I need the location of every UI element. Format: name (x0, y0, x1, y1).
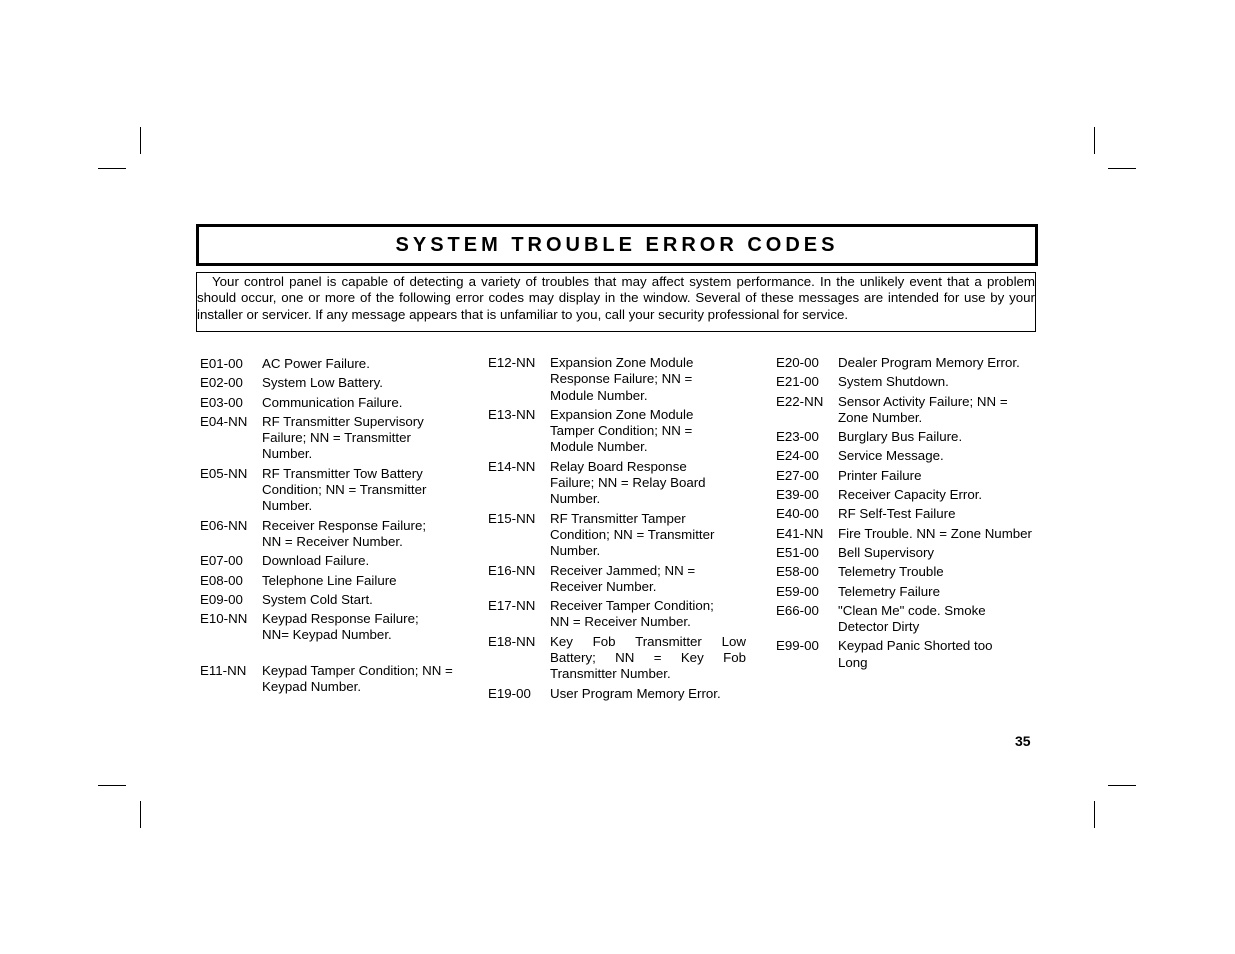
error-description: Receiver Capacity Error. (838, 487, 983, 503)
error-code: E39-00 (776, 487, 819, 503)
error-description: User Program Memory Error. (550, 685, 721, 701)
error-code-entry (200, 573, 460, 589)
error-code-entry (488, 355, 748, 404)
crop-mark-top-left-vertical (140, 127, 141, 154)
error-code: E03-00 (200, 394, 243, 410)
error-code-entry (200, 518, 460, 551)
error-code: E02-00 (200, 375, 243, 391)
error-code-entry (200, 553, 460, 569)
error-code: E11-NN (200, 662, 247, 678)
crop-mark-top-right-horizontal (1108, 168, 1136, 169)
error-code-entry (776, 506, 1038, 522)
error-description: Download Failure. (262, 553, 370, 569)
error-description: Telephone Line Failure (262, 572, 397, 588)
error-description: "Clean Me" code. Smoke Detector Dirty (838, 602, 986, 635)
error-code: E99-00 (776, 638, 819, 654)
title-box (196, 224, 1038, 266)
error-description: Bell Supervisory (838, 544, 935, 560)
intro-paragraph: Your control panel is capable of detecting a variety of troubles that may affect system performance. In the unlikely event that a problem should occur, one or more of the following error codes may display in the window. Several of these messages are intended for use by your installer or servicer. If any message appears that is unfamiliar to you, call your security professional for service. (197, 274, 1035, 322)
error-code-entry (200, 663, 460, 696)
error-code-entry (776, 526, 1038, 542)
error-code-entry (488, 598, 748, 631)
error-code: E10-NN (200, 611, 248, 627)
error-description: Telemetry Failure (838, 583, 940, 599)
error-code: E17-NN (488, 598, 536, 614)
error-code-entry (776, 429, 1038, 445)
error-code: E27-00 (776, 467, 819, 483)
error-code: E09-00 (200, 591, 243, 607)
error-code-entry (776, 374, 1038, 390)
error-code: E05-NN (200, 465, 248, 481)
error-description: Receiver Tamper Condition; NN = Receiver Number. (550, 598, 714, 630)
error-code-entry (200, 611, 460, 644)
error-code: E16-NN (488, 562, 536, 578)
crop-mark-top-right-vertical (1094, 127, 1095, 154)
error-description: Sensor Activity Failure; NN = Zone Number. (838, 393, 1008, 425)
error-description: Expansion Zone Module Tamper Condition; NN = Module Number. (550, 406, 694, 455)
error-description: Communication Failure. (262, 394, 403, 410)
error-description: Keypad Tamper Condition; NN = Keypad Number. (262, 662, 453, 695)
error-code-entry (488, 634, 748, 683)
error-description: RF Transmitter Tow Battery Condition; NN = Transmitter Number. (262, 465, 427, 514)
page-number: 35 (1015, 733, 1031, 749)
error-description: Relay Board Response Failure; NN = Relay Board Number. (550, 458, 706, 507)
error-code-entry (488, 511, 748, 560)
crop-mark-bottom-right-horizontal (1108, 785, 1136, 786)
error-code-entry (776, 487, 1038, 503)
error-description: Printer Failure (838, 467, 922, 483)
page-title: SYSTEM TROUBLE ERROR CODES (395, 233, 839, 256)
error-code-entry (200, 466, 460, 515)
error-code-entry (776, 394, 1038, 427)
error-code: E13-NN (488, 406, 536, 422)
error-code: E41-NN (776, 525, 824, 541)
error-description: Key Fob Transmitter Low Battery; NN = Key Fob Transmitter Number. (550, 633, 746, 682)
error-description: Dealer Program Memory Error. (838, 355, 1020, 370)
error-code: E40-00 (776, 506, 819, 522)
error-code-entry (776, 564, 1038, 580)
crop-mark-top-left-horizontal (98, 168, 126, 169)
error-code: E24-00 (776, 448, 819, 464)
error-code: E01-00 (200, 356, 243, 371)
error-code: E14-NN (488, 458, 536, 474)
error-description: Service Message. (838, 448, 944, 464)
crop-mark-bottom-right-vertical (1094, 801, 1095, 828)
error-code: E07-00 (200, 553, 243, 569)
error-code: E15-NN (488, 510, 536, 526)
error-description: Telemetry Trouble (838, 564, 944, 580)
error-code-entry (776, 638, 1038, 671)
error-code: E20-00 (776, 355, 819, 370)
error-code: E22-NN (776, 393, 824, 409)
error-code: E18-NN (488, 633, 536, 649)
error-code-entry (776, 468, 1038, 484)
error-code-entry (200, 414, 460, 463)
error-description: RF Self-Test Failure (838, 506, 956, 522)
error-code-entry (488, 686, 748, 702)
crop-mark-bottom-left-vertical (140, 801, 141, 828)
error-description: Expansion Zone Module Response Failure; NN = Module Number. (550, 355, 694, 403)
crop-mark-bottom-left-horizontal (98, 785, 126, 786)
error-code: E19-00 (488, 685, 531, 701)
error-code-column-2 (488, 355, 748, 705)
error-code-entry (488, 407, 748, 456)
error-code-entry (200, 356, 460, 372)
error-description: RF Transmitter Tamper Condition; NN = Transmitter Number. (550, 510, 715, 559)
error-description: System Cold Start. (262, 591, 373, 607)
error-code-column-1 (200, 356, 460, 698)
error-description: RF Transmitter Supervisory Failure; NN = Transmitter Number. (262, 413, 424, 462)
error-code-entry (776, 584, 1038, 600)
error-description: Receiver Jammed; NN = Receiver Number. (550, 562, 696, 594)
error-description: System Shutdown. (838, 374, 949, 390)
error-description: Burglary Bus Failure. (838, 429, 963, 445)
error-description: Fire Trouble. NN = Zone Number (838, 525, 1032, 541)
error-description: System Low Battery. (262, 375, 383, 391)
error-code-entry (200, 592, 460, 608)
error-description: Keypad Panic Shorted too Long (838, 638, 993, 670)
intro-box (196, 272, 1036, 332)
error-code: E23-00 (776, 429, 819, 445)
error-code-entry (776, 545, 1038, 561)
error-code-entry (776, 448, 1038, 464)
error-code-entry (488, 563, 748, 596)
error-code: E06-NN (200, 517, 248, 533)
error-code-entry (488, 459, 748, 508)
error-code: E51-00 (776, 544, 819, 560)
error-description: Keypad Response Failure; NN= Keypad Number. (262, 611, 419, 643)
error-code: E21-00 (776, 374, 819, 390)
error-code: E59-00 (776, 583, 819, 599)
error-code: E08-00 (200, 572, 243, 588)
error-code: E12-NN (488, 355, 536, 370)
error-code: E58-00 (776, 564, 819, 580)
error-code: E66-00 (776, 602, 819, 618)
error-code-entry (776, 603, 1038, 636)
error-code-entry (200, 395, 460, 411)
error-description: AC Power Failure. (262, 356, 370, 371)
error-code-column-3 (776, 355, 1038, 674)
error-description: Receiver Response Failure; NN = Receiver Number. (262, 517, 427, 549)
error-code-entry (776, 355, 1038, 371)
error-code-entry (200, 375, 460, 391)
error-code: E04-NN (200, 413, 248, 429)
